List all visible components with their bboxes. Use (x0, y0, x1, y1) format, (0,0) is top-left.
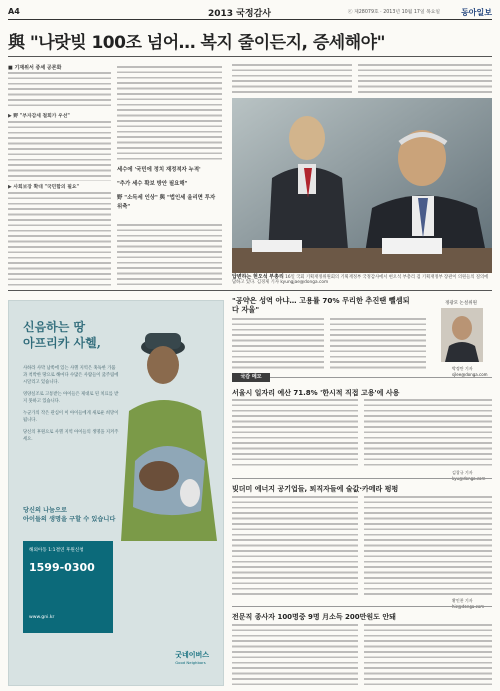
ad-logo (175, 650, 209, 665)
article-column-2 (117, 66, 222, 162)
ad-title-line: 신음하는 땅 (23, 320, 86, 334)
text-block (232, 318, 324, 370)
text-block (117, 224, 222, 286)
pull-quote: 세수에 '국민에 정치 재정적자 누적' (117, 167, 201, 173)
pull-quote: "추가 세수 확보 방안 필요해" (117, 181, 188, 187)
section-title: 2013 국정감사 (208, 9, 271, 19)
text-block (330, 318, 426, 370)
donation-url[interactable]: www.gni.kr (29, 615, 55, 620)
donation-label: 해외아동 1:1결연 후원신청 (29, 548, 84, 553)
text-block (8, 72, 111, 110)
logo-subtext: Good Neighbors (175, 660, 206, 665)
signature: 박정만 기자 sjlee@donga.com (452, 366, 488, 377)
text-block (364, 496, 492, 596)
newspaper-logo: 동아일보 (461, 7, 492, 17)
main-headline: 與 "나랏빚 100조 넘어… 복지 줄이든지, 증세해야" (8, 33, 385, 53)
news-column (232, 399, 358, 469)
article-column-3 (232, 64, 352, 94)
pull-quote-box (117, 166, 222, 217)
opinion-column-2 (330, 318, 426, 370)
signature: 황인찬 기자 (452, 598, 473, 603)
news-column (232, 496, 358, 596)
ad-title-line: 아프리카 사헬, (23, 336, 101, 350)
news-column (364, 624, 492, 686)
ad-paragraph: 사하라 사막 남쪽에 있는 사헬 지역은 혹독한 가뭄과 척박한 땅으로 해마다 수많은 사람들이 굶주림에 시달리고 있습니다. (23, 366, 119, 385)
text-block (117, 66, 222, 162)
caption-title: 답변하는 현오석 부총리 (232, 274, 284, 280)
news-photo (232, 98, 492, 273)
charity-ad (8, 300, 224, 686)
text-block (358, 64, 492, 94)
text-block (232, 64, 352, 94)
opinion-column-1 (232, 318, 324, 370)
ad-slogan (23, 507, 115, 524)
photo-caption (232, 275, 492, 286)
news-headline: 서울시 일자리 예산 71.8% '한시적 직접 고용'에 사용 (232, 389, 400, 397)
article-column-1 (8, 72, 111, 286)
news-headline: 전문직 종사자 100명중 9명 月소득 200만원도 안돼 (232, 613, 396, 621)
text-block (8, 121, 111, 181)
ad-title (23, 319, 101, 351)
ad-paragraph: 당신의 후원으로 사헬 지역 아이들의 생명을 지켜주세요. (23, 430, 119, 442)
article-column-2b (117, 224, 222, 286)
pull-quote: 野 "소득세 인상" 與 "법인세 올리면 투자 위축" (117, 195, 216, 210)
ad-slogan-line: 당신의 나눔으로 (23, 507, 67, 514)
ad-paragraph: 영양실조로 고통받는 아이들은 제대로 된 치료를 받지 못하고 있습니다. (23, 392, 119, 404)
article-column-4 (358, 64, 492, 94)
article-subhead: ▶ 사회보장 확대 "국민합의 필요" (8, 185, 79, 190)
news-column (364, 399, 492, 469)
ad-paragraph: 누군가의 작은 관심이 이 아이들에게 새로운 희망이 됩니다. (23, 411, 119, 423)
article-subhead: ▶ 野 "부자감세 철회가 우선" (8, 114, 70, 119)
donation-box[interactable] (23, 541, 113, 633)
divider (8, 290, 492, 291)
news-headline: 빚더미 에너지 공기업들, 퇴직자들에 술값·카메라 펑펑 (232, 485, 399, 493)
section-tag: 국감 메모 (232, 373, 270, 382)
text-block (8, 192, 111, 286)
ad-slogan-line: 아이들의 생명을 구할 수 있습니다 (23, 515, 116, 523)
signature: 김창규 기자 (452, 470, 473, 475)
ad-body (23, 365, 119, 448)
page-header (8, 6, 492, 20)
issue-info: ⓔ 제28079호 · 2013년 10월 17일 목요일 (347, 10, 440, 15)
text-block (232, 624, 358, 686)
divider (270, 377, 492, 378)
author-photo (441, 308, 483, 362)
author-name: 정광모 논설위원 (445, 301, 477, 306)
text-block (232, 496, 358, 596)
divider (232, 606, 492, 607)
article-kicker: ■ 기재위서 증세 공론화 (8, 65, 62, 71)
ad-photo (105, 311, 224, 541)
text-block (232, 399, 358, 469)
opinion-headline: "공약은 성역 아냐… 고용률 70% 무리한 추진땐 뺄셈되다 자율" (232, 296, 410, 314)
caption-text: 16일 국회 기획재정위원회의 기획재정부 국정감사에서 현오석 부총리 겸 기획재정부 장관이 의원들의 질의에 답하고 있다. 김경제 기자 kyungjae@donga.com (232, 275, 489, 286)
donation-phone[interactable]: 1599-0300 (29, 561, 95, 574)
text-block (364, 399, 492, 469)
text-block (364, 624, 492, 686)
logo-text: 굿네이버스 (175, 651, 209, 659)
page-number: A4 (8, 7, 20, 16)
news-column (232, 624, 358, 686)
news-column (364, 496, 492, 596)
divider (232, 478, 492, 479)
divider (8, 56, 492, 57)
